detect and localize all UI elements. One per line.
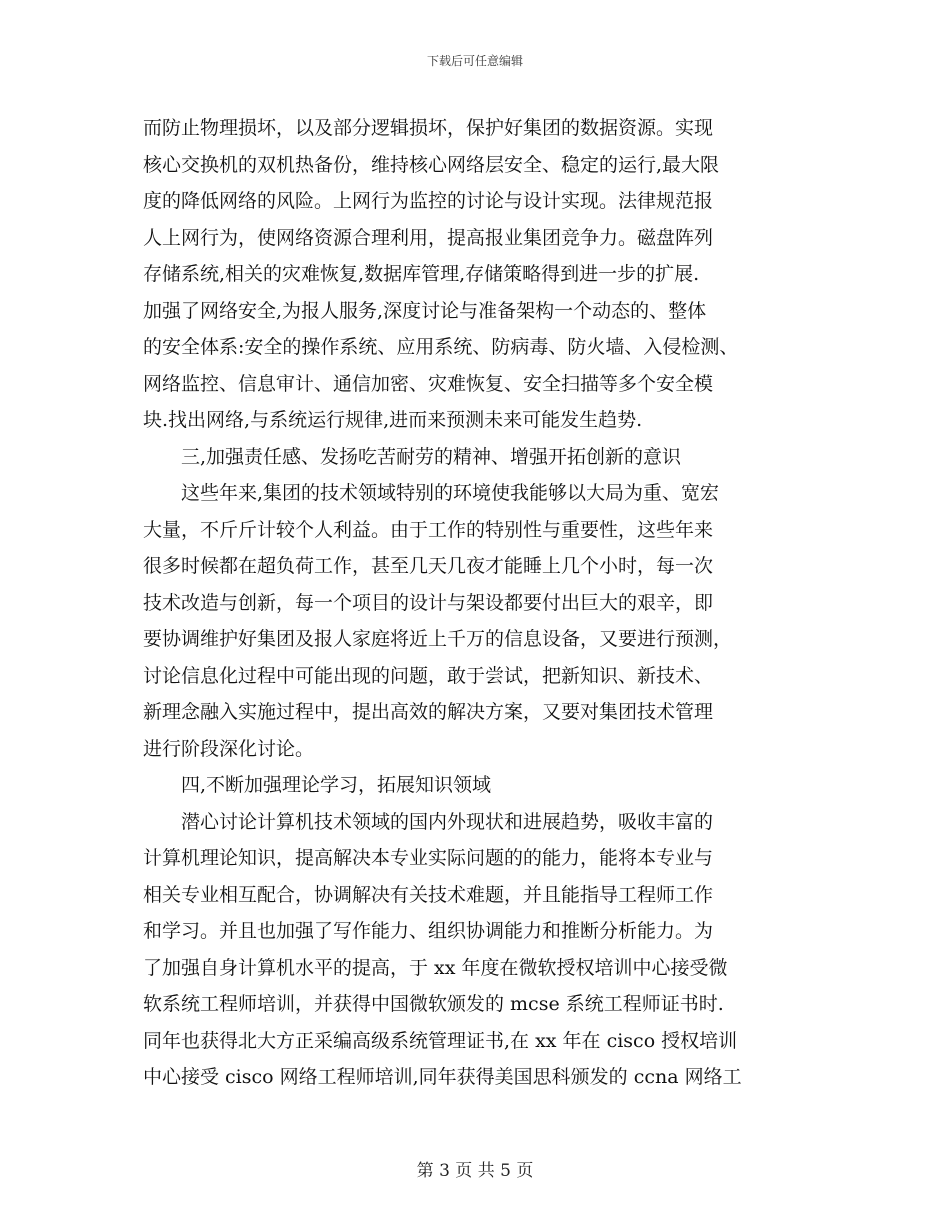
text-line: 新理念融入实施过程中，提出高效的解决方案，又要对集团技术管理: [143, 701, 714, 723]
text-line: 进行阶段深化讨论。: [143, 737, 315, 760]
text-line: 的安全体系:安全的操作系统、应用系统、防病毒、防火墙、入侵检测、: [143, 336, 739, 358]
text-line: 加强了网络安全,为报人服务,深度讨论与准备架构一个动态的、整体: [143, 299, 707, 322]
text-line: 计算机理论知识，提高解决本专业实际问题的的能力，能将本专业与: [143, 847, 714, 869]
section-heading: 三,加强责任感、发扬吃苦耐劳的精神、增强开拓创新的意识: [143, 445, 682, 468]
text-line: 了加强自身计算机水平的提高，于 xx 年度在微软授权培训中心接受微: [143, 956, 728, 979]
text-line: 相关专业相互配合，协调解决有关技术难题，并且能指导工程师工作: [143, 883, 714, 906]
text-line: 而防止物理损坏，以及部分逻辑损坏，保护好集团的数据资源。实现: [143, 117, 714, 139]
text-line: 潜心讨论计算机技术领域的国内外现状和进展趋势，吸收丰富的: [143, 810, 714, 833]
text-line: 讨论信息化过程中可能出现的问题，敢于尝试，把新知识、新技术、: [143, 664, 714, 687]
text-line: 技术改造与创新，每一个项目的设计与架设都要付出巨大的艰辛，即: [143, 591, 714, 614]
text-line: 网络监控、信息审计、通信加密、灾难恢复、安全扫描等多个安全模: [143, 372, 714, 395]
text-line: 大量，不斤斤计较个人利益。由于工作的特别性与重要性，这些年来: [143, 518, 714, 541]
text-line: 要协调维护好集团及报人家庭将近上千万的信息设备，又要进行预测，: [143, 628, 733, 650]
text-line: 度的降低网络的风险。上网行为监控的讨论与设计实现。法律规范报: [143, 190, 714, 212]
text-line: 中心接受 cisco 网络工程师培训,同年获得美国思科颁发的 ccna 网络工: [143, 1066, 742, 1088]
text-line: 存储系统,相关的灾难恢复,数据库管理,存储策略得到进一步的扩展.: [143, 263, 700, 285]
section-heading: 四,不断加强理论学习，拓展知识领域: [143, 774, 492, 796]
text-line: 这些年来,集团的技术领域特别的环境使我能够以大局为重、宽宏: [143, 482, 720, 504]
text-line: 人上网行为，使网络资源合理利用，提高报业集团竞争力。磁盘阵列: [143, 226, 714, 249]
page-number: 第 3 页 共 5 页: [416, 1161, 534, 1181]
page-header-note: 下载后可任意编辑: [426, 54, 523, 68]
text-line: 软系统工程师培训，并获得中国微软颁发的 mcse 系统工程师证书时.: [143, 993, 724, 1015]
text-line: 核心交换机的双机热备份，维持核心网络层安全、稳定的运行,最大限: [143, 153, 720, 176]
text-line: 和学习。并且也加强了写作能力、组织协调能力和推断分析能力。为: [143, 920, 714, 942]
text-line: 很多时候都在超负荷工作，甚至几天几夜才能睡上几个小时，每一次: [143, 555, 714, 577]
text-line: 同年也获得北大方正采编高级系统管理证书,在 xx 年在 cisco 授权培训: [143, 1029, 738, 1052]
text-line: 块.找出网络,与系统运行规律,进而来预测未来可能发生趋势.: [143, 409, 643, 431]
document-body: [143, 110, 823, 1096]
